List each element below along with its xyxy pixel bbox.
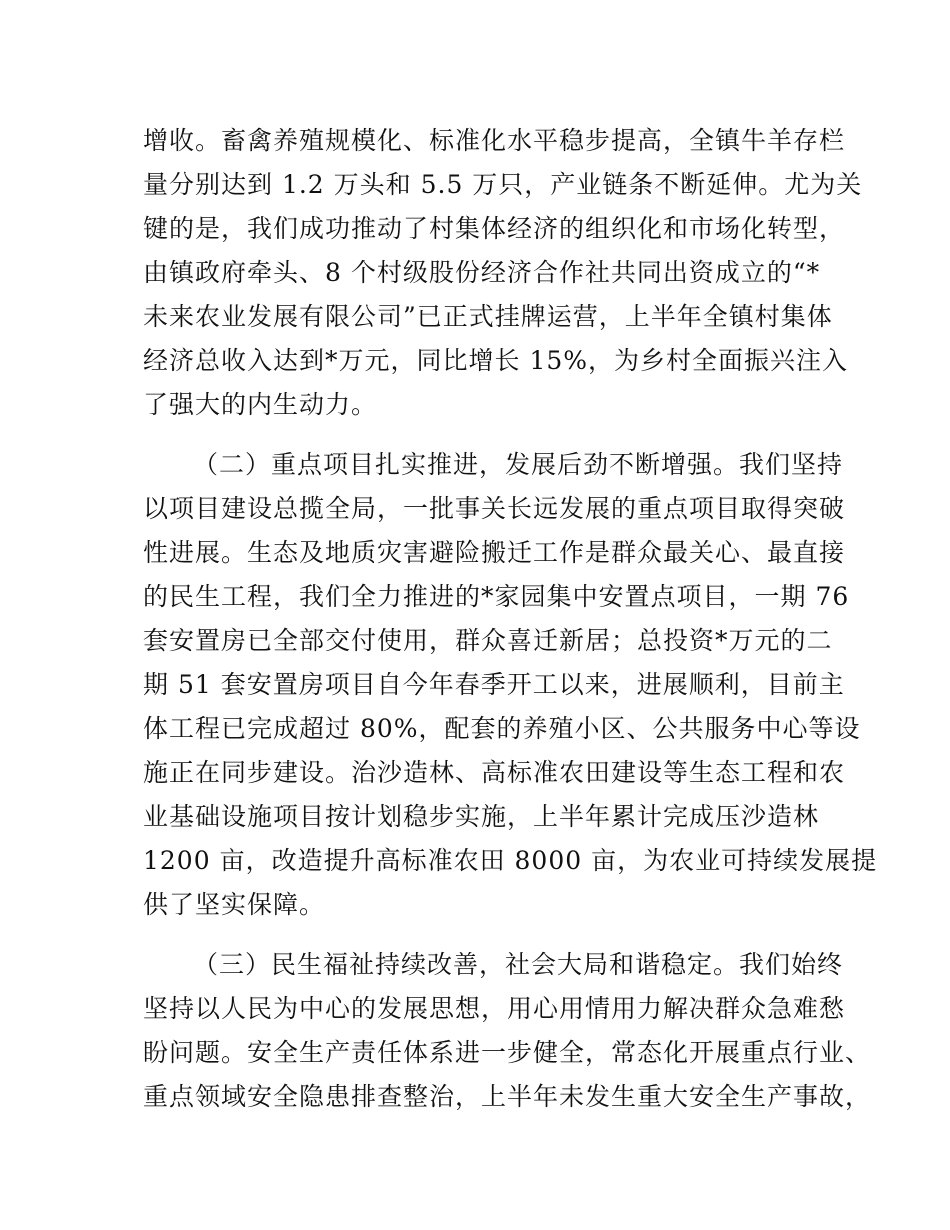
section-heading-line: （三）民生福祉持续改善，社会大局和谐稳定。我们始终 [193, 950, 844, 979]
paragraph-key-projects [143, 443, 878, 927]
text-line: 键的是，我们成功推动了村集体经济的组织化和市场化转型， [143, 214, 846, 243]
text-line: 套安置房已全部交付使用，群众喜迁新居；总投资*万元的二 [143, 626, 833, 655]
text-line: 盼问题。安全生产责任体系进一步健全，常态化开展重点行业、 [143, 1038, 872, 1067]
text-line: 期 51 套安置房项目自今年春季开工以来，进展顺利，目前主 [143, 670, 845, 699]
paragraph-livelihood [143, 943, 872, 1119]
text-line: 以项目建设总揽全局，一批事关长远发展的重点项目取得突破 [143, 494, 846, 523]
text-line: 施正在同步建设。治沙造林、高标准农田建设等生态工程和农 [143, 758, 846, 787]
text-line: 1200 亩，改造提升高标准农田 8000 亩，为农业可持续发展提 [143, 846, 878, 875]
text-line: 体工程已完成超过 80%，配套的养殖小区、公共服务中心等设 [143, 714, 861, 743]
text-line: 量分别达到 1.2 万头和 5.5 万只，产业链条不断延伸。尤为关 [143, 170, 863, 199]
text-line: 经济总收入达到*万元，同比增长 15%，为乡村全面振兴注入 [143, 346, 849, 375]
text-line: 由镇政府牵头、8 个村级股份经济合作社共同出资成立的“* [143, 258, 821, 287]
text-line: 增收。畜禽养殖规模化、标准化水平稳步提高，全镇牛羊存栏 [143, 126, 846, 155]
paragraph-spacer [143, 427, 811, 443]
text-line: 重点领域安全隐患排查整治，上半年未发生重大安全生产事故， [143, 1082, 872, 1111]
text-line: 的民生工程，我们全力推进的*家园集中安置点项目，一期 76 [143, 582, 850, 611]
text-line: 坚持以人民为中心的发展思想，用心用情用力解决群众急难愁 [143, 994, 846, 1023]
paragraph-spacer [143, 927, 811, 943]
document-body [143, 119, 878, 1119]
section-heading-line: （二）重点项目扎实推进，发展后劲不断增强。我们坚持 [193, 450, 844, 479]
text-line: 供了坚实保障。 [143, 890, 326, 919]
text-line: 业基础设施项目按计划稳步实施，上半年累计完成压沙造林 [143, 802, 820, 831]
text-line: 未来农业发展有限公司”已正式挂牌运营，上半年全镇村集体 [143, 302, 833, 331]
paragraph-agriculture [143, 119, 863, 427]
text-line: 性进展。生态及地质灾害避险搬迁工作是群众最关心、最直接 [143, 538, 846, 567]
text-line: 了强大的内生动力。 [143, 390, 378, 419]
